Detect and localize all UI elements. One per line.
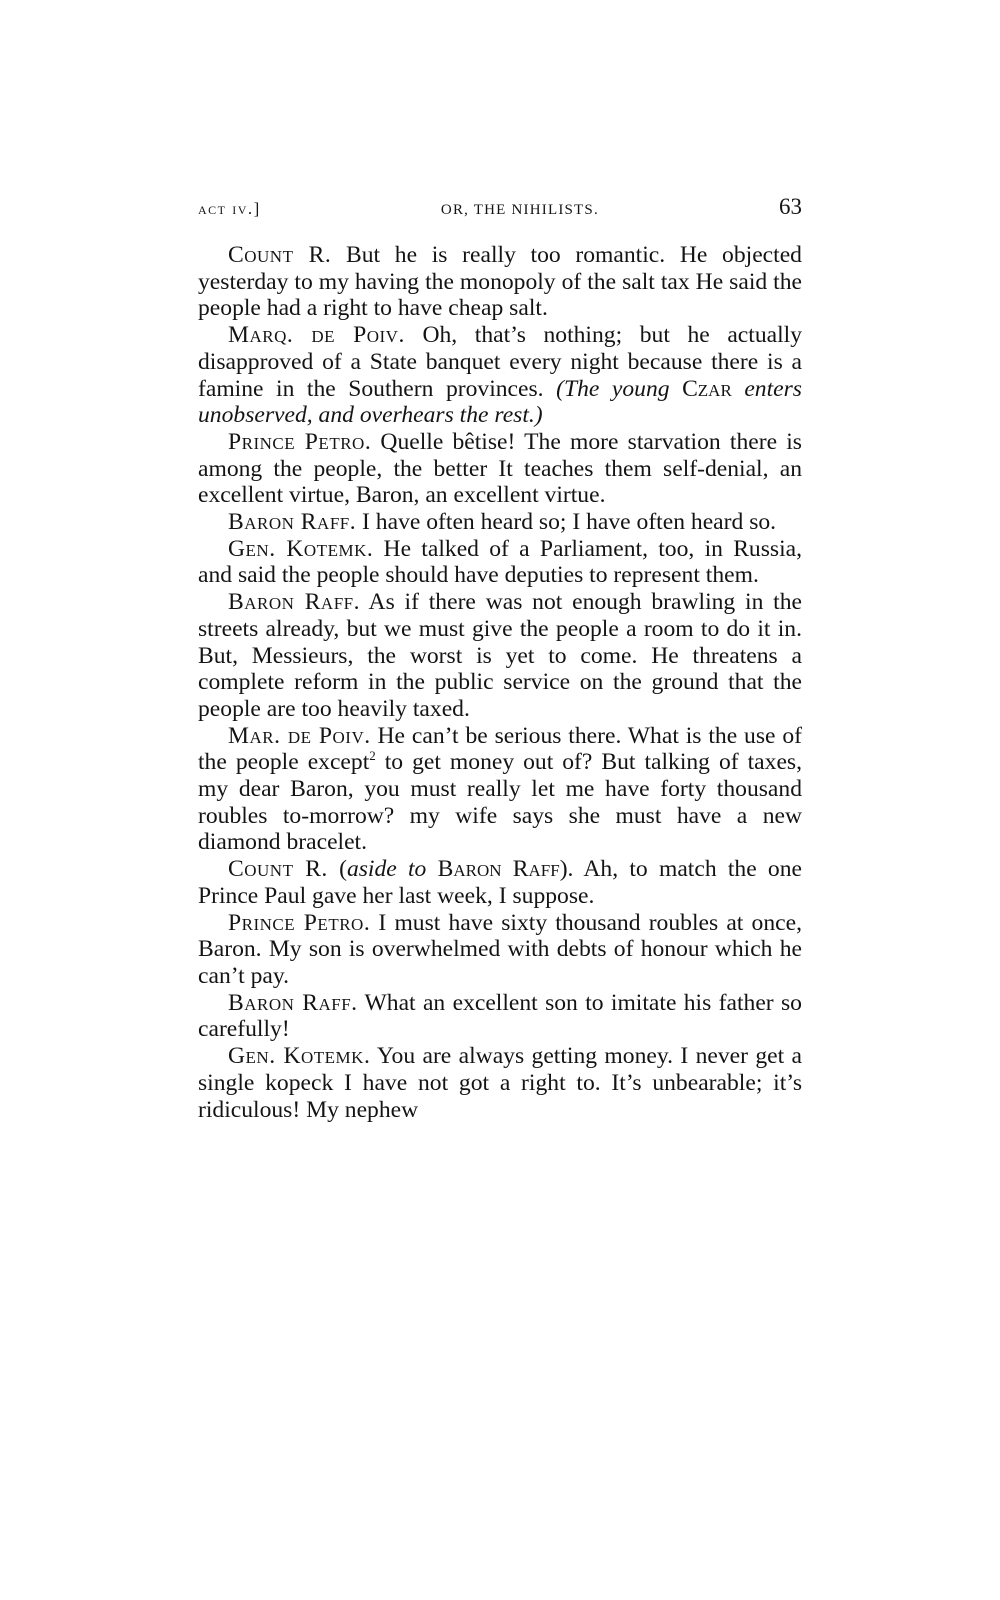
dialogue-paragraph <box>198 322 802 429</box>
stage-direction-name: Czar <box>682 375 732 402</box>
speaker-name: Mar. de Poiv. <box>228 722 371 749</box>
dialogue-paragraph <box>198 509 802 536</box>
act-label: act iv.] <box>198 199 261 218</box>
dialogue-text: I must have sixty thousand roubles at once, Baron. My son is overwhelmed with debts of honour which he can’t pay. <box>198 909 802 989</box>
dialogue-paragraph <box>198 1043 802 1123</box>
speaker-name: Baron Raff. <box>228 509 357 536</box>
dialogue-text: What an excellent son to imitate his father so carefully! <box>198 989 802 1043</box>
dialogue-text: He talked of a Parliament, too, in Russia, and said the people should have deputies to represent them. <box>198 535 803 589</box>
dialogue-text: You are always getting money. I never get a single kopeck I have not got a right to. It’s unbearable; it’s ridiculous! My nephew <box>198 1043 802 1123</box>
book-page <box>198 194 802 1123</box>
page-body <box>198 242 802 1123</box>
stage-direction: enters unobserved, and overhears the rest.) <box>198 375 802 429</box>
speaker-name: Baron Raff. <box>228 989 358 1016</box>
dialogue-text: Ah, to match the one Prince Paul gave her last week, I suppose. <box>198 856 802 909</box>
speaker-name: Count R. <box>228 856 328 883</box>
dialogue-paragraph <box>198 723 802 857</box>
speaker-name: Prince Petro. <box>228 428 372 455</box>
speaker-name: Gen. Kotemk. <box>228 535 374 562</box>
page-number: 63 <box>779 194 802 219</box>
stage-direction: (The young <box>556 375 683 402</box>
dialogue-text: to get money out of? But talking of taxes, my dear Baron, you must really let me have forty thousand roubles to-morrow? my wife says she must have a new diamond bracelet. <box>198 749 802 856</box>
dialogue-paragraph <box>198 589 802 723</box>
dialogue-paragraph <box>198 856 802 909</box>
footnote-marker: 2 <box>369 748 376 764</box>
aside-close: ). <box>559 856 574 883</box>
dialogue-paragraph <box>198 910 802 990</box>
dialogue-paragraph <box>198 242 802 322</box>
running-title: OR, THE NIHILISTS. <box>440 202 599 218</box>
dialogue-paragraph <box>198 990 802 1043</box>
speaker-name: Baron Raff. <box>228 589 361 616</box>
dialogue-text: I have often heard so; I have often heard so. <box>362 509 777 536</box>
dialogue-paragraph <box>198 536 802 589</box>
speaker-name: Marq. de Poiv. <box>228 322 405 349</box>
aside-open: ( <box>339 856 347 883</box>
aside-direction: aside to <box>346 856 427 883</box>
aside-target: Baron Raff <box>426 856 560 883</box>
dialogue-text: He can’t be serious there. What is the use of the people except <box>198 722 803 776</box>
dialogue-text: Quelle bêtise! The more starvation there is among the people, the better It teaches them self-denial, an excellent virtue, Baron, an excellent virtue. <box>198 428 802 509</box>
speaker-name: Count R. <box>228 242 332 268</box>
speaker-name: Prince Petro. <box>228 909 371 936</box>
dialogue-text: As if there was not enough brawling in the streets already, but we must give the people a room to do it in. But, Messieurs, the worst is yet to come. He threatens a complete reform in the public service on the ground that the people are too heavily taxed. <box>198 589 802 722</box>
speaker-name: Gen. Kotemk. <box>228 1043 371 1070</box>
dialogue-paragraph <box>198 429 802 509</box>
running-header <box>198 194 802 230</box>
dialogue-text: Oh, that’s nothing; but he actually disapproved of a State banquet every night because there is a famine in the Southern provinces. <box>198 322 802 402</box>
dialogue-text: But he is really too romantic. He objected yesterday to my having the monopoly of the salt tax He said the people had a right to have cheap salt. <box>198 242 802 322</box>
